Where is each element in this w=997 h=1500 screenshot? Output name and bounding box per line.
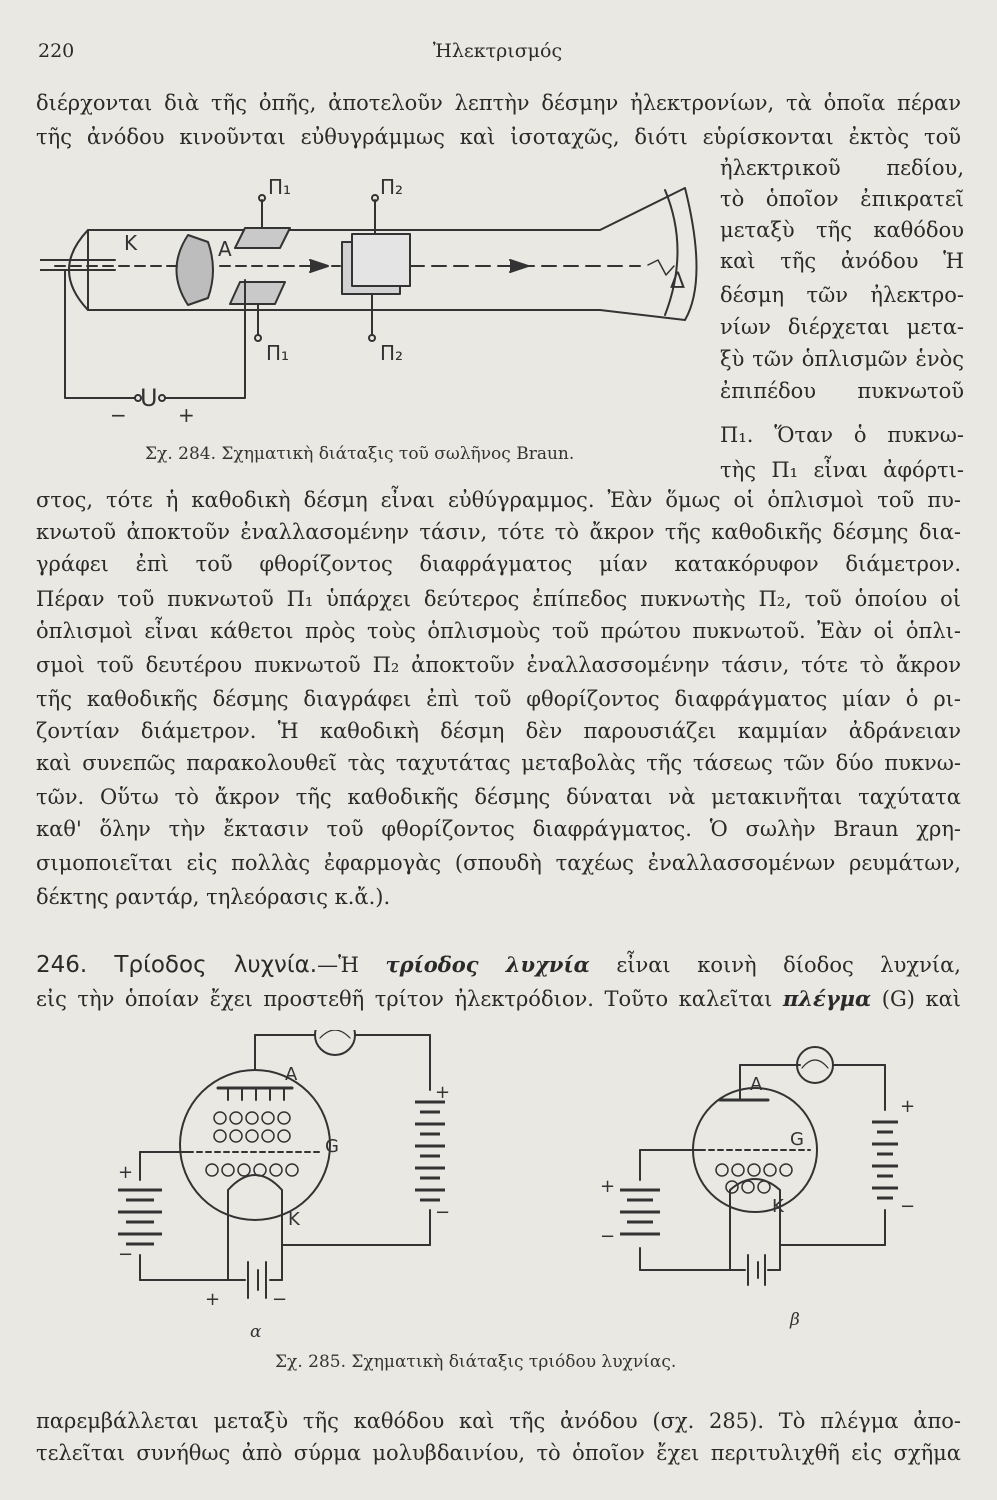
running-head xyxy=(38,40,957,66)
text-line: καθ' ὅλην τὴν ἔκτασιν τοῦ φθορίζοντος διαφράγματος. Ὁ σωλὴν Braun χρη- xyxy=(36,817,961,841)
plus-anode-left: + xyxy=(435,1082,451,1103)
anode-battery-left xyxy=(415,1102,445,1200)
label-p2-bottom: Π₂ xyxy=(380,341,404,365)
text-line: παρεμβάλλεται μεταξὺ τῆς καθόδου καὶ τῆς ἀνόδου (σχ. 285). Τὸ πλέγμα ἀπο- xyxy=(36,1409,961,1433)
minus-right-battery: − xyxy=(600,1226,616,1247)
triode-figure xyxy=(100,1030,940,1330)
plate-p1-bottom xyxy=(230,282,285,304)
figure-284-caption: Σχ. 284. Σχηματικὴ διάταξις τοῦ σωλῆνος Braun. xyxy=(145,444,575,464)
text-line: διέρχονται διὰ τῆς ὀπῆς, ἀποτελοῦν λεπτὴν δέσμην ἠλεκτρονίων, τὰ ὁποῖα πέραν xyxy=(36,91,961,115)
label-k: K xyxy=(124,231,138,255)
minus-left-battery: − xyxy=(118,1244,134,1265)
plus-heater-left: + xyxy=(205,1289,221,1310)
screen xyxy=(665,190,678,315)
term-grid: πλέγμα xyxy=(782,986,872,1011)
text-line: καὶ συνεπῶς παρακολουθεῖ τὰς ταχυτάτας μεταβολὰς τῆς τάσεως τῶν δύο πυκνω- xyxy=(36,751,961,775)
wrap-text-line: ἐπιπέδου πυκνωτοῦ xyxy=(720,379,964,403)
text-line: τῶν. Οὕτω τὸ ἄκρον τῆς καθοδικῆς δέσμης δύναται νὰ μετακινῆται ταχύτατα xyxy=(36,785,961,809)
label-p1-top: Π₁ xyxy=(268,175,292,199)
subfigure-a-label: α xyxy=(250,1322,262,1342)
text-line: Πέραν τοῦ πυκνωτοῦ Π₁ ὑπάρχει δεύτερος ἐπίπεδος πυκνωτὴς Π₂, τοῦ ὁποίου οἱ xyxy=(36,587,961,611)
label-minus: − xyxy=(110,403,127,427)
plus-left-battery: + xyxy=(118,1162,134,1183)
label-a-right: A xyxy=(750,1074,763,1095)
section-text: (G) καὶ xyxy=(881,987,961,1011)
minus-heater-left: − xyxy=(272,1289,288,1310)
wrap-text-line: νίων διέρχεται μετα- xyxy=(720,315,964,339)
figure-285-caption: Σχ. 285. Σχηματικὴ διάταξις τριόδου λυχνίας. xyxy=(275,1352,677,1372)
subfigure-b-label: β xyxy=(790,1310,800,1330)
text-line: γράφει ἐπὶ τοῦ φθορίζοντος διαφράγματος μίαν κατακόρυφον διάμετρον. xyxy=(36,552,961,576)
section-dash: —Ἡ xyxy=(317,953,359,977)
wrap-text-line: ξὺ τῶν ὁπλισμῶν ἑνὸς xyxy=(720,347,964,371)
label-g-right: G xyxy=(790,1129,804,1150)
battery-right xyxy=(620,1190,660,1234)
plus-anode-right: + xyxy=(900,1096,916,1117)
section-line-1 xyxy=(36,950,961,980)
label-delta: Δ xyxy=(670,269,686,294)
label-p1-bottom: Π₁ xyxy=(266,341,290,365)
wrap-text-line: τὸ ὁποῖον ἐπικρατεῖ xyxy=(720,187,964,211)
wrap-text-line: καὶ τῆς ἀνόδου Ἡ xyxy=(720,249,964,273)
anode-battery-right xyxy=(872,1122,898,1198)
text-line: τῆς ἀνόδου κινοῦνται εὐθυγράμμως καὶ ἰσοταχῶς, διότι εὑρίσκονται ἐκτὸς τοῦ xyxy=(36,125,961,149)
text-line: σμοὶ τοῦ δευτέρου πυκνωτοῦ Π₂ ἀποκτοῦν ἐναλλασσομένην τάσιν, τότε τὸ ἄκρον xyxy=(36,653,961,677)
wrap-text-line: τὴς Π₁ εἶναι ἀφόρτι- xyxy=(720,458,964,482)
label-p2-top: Π₂ xyxy=(380,175,404,199)
plate-p2-back xyxy=(352,234,410,286)
running-title: Ἠλεκτρισμός xyxy=(432,40,563,62)
minus-anode-right: − xyxy=(900,1196,916,1217)
wrap-text-line: Π₁. Ὅταν ὁ πυκνω- xyxy=(720,423,964,447)
text-line: δέκτης ραντάρ, τηλεόρασις κ.ἄ.). xyxy=(36,885,391,909)
cathode-left xyxy=(228,1175,282,1220)
text-line: στος, τότε ἡ καθοδικὴ δέσμη εἶναι εὐθύγραμμος. Ἐὰν ὅμως οἱ ὁπλισμοὶ τοῦ πυ- xyxy=(36,488,961,512)
minus-anode-left: − xyxy=(435,1202,451,1223)
section-title: 246. Τρίοδος λυχνία. xyxy=(36,952,318,978)
label-g-left: G xyxy=(325,1136,339,1157)
label-u: U xyxy=(140,384,158,412)
meter-left xyxy=(315,1030,355,1055)
meter-right xyxy=(797,1047,833,1083)
text-line: τῆς καθοδικῆς δέσμης διαγράφει ἐπὶ τοῦ φθορίζοντος διαφράγματος μίαν ὁ ρι- xyxy=(36,687,961,711)
label-k-left: K xyxy=(288,1209,300,1230)
text-line: ὁπλισμοὶ εἶναι κάθετοι πρὸς τοὺς ὁπλισμοὺς τοῦ πρώτου πυκνωτοῦ. Ἐὰν οἱ ὁπλι- xyxy=(36,619,961,643)
term-triode: τρίοδος λυχνία xyxy=(385,952,590,977)
text-line: κνωτοῦ ἀποκτοῦν ἐναλλασομένην τάσιν, τότε τὸ ἄκρον τῆς καθοδικῆς δέσμης δια- xyxy=(36,520,961,544)
label-a-left: A xyxy=(285,1064,298,1085)
label-a: A xyxy=(218,237,232,261)
label-plus: + xyxy=(178,403,195,427)
battery-left xyxy=(118,1190,162,1244)
section-line-2 xyxy=(36,984,961,1014)
text-line: σιμοποιεῖται εἰς πολλὰς ἐφαρμογὰς (σπουδὴ ταχέως ἐναλλασσομένων ρευμάτων, xyxy=(36,851,961,875)
anode-disk xyxy=(177,235,214,305)
text-line: τελεῖται συνήθως ἀπὸ σύρμα μολυβδαινίου, τὸ ὁποῖον ἔχει περιτυλιχθῆ εἰς σχῆμα xyxy=(36,1441,961,1465)
wrap-text-line: δέσμη τῶν ἠλεκτρο- xyxy=(720,283,964,307)
text-line: ζοντίαν διάμετρον. Ἡ καθοδικὴ δέσμη δὲν παρουσιάζει καμμίαν ἀδράνειαν xyxy=(36,719,961,743)
electrons-left xyxy=(206,1112,298,1176)
section-text: εἶναι κοινὴ δίοδος λυχνία, xyxy=(616,953,961,977)
voltage-circuit xyxy=(65,270,135,398)
section-text: εἰς τὴν ὁποίαν ἔχει προστεθῆ τρίτον ἠλεκτρόδιον. Τοῦτο καλεῖται xyxy=(36,987,773,1011)
braun-tube-figure xyxy=(40,170,720,430)
label-k-right: K xyxy=(772,1196,784,1217)
wrap-text-line: ἠλεκτρικοῦ πεδίου, xyxy=(720,156,964,180)
wrap-text-line: μεταξὺ τῆς καθόδου xyxy=(720,218,964,242)
page-number: 220 xyxy=(38,40,75,62)
plate-p1-top xyxy=(235,228,290,248)
plus-right-battery: + xyxy=(600,1176,616,1197)
